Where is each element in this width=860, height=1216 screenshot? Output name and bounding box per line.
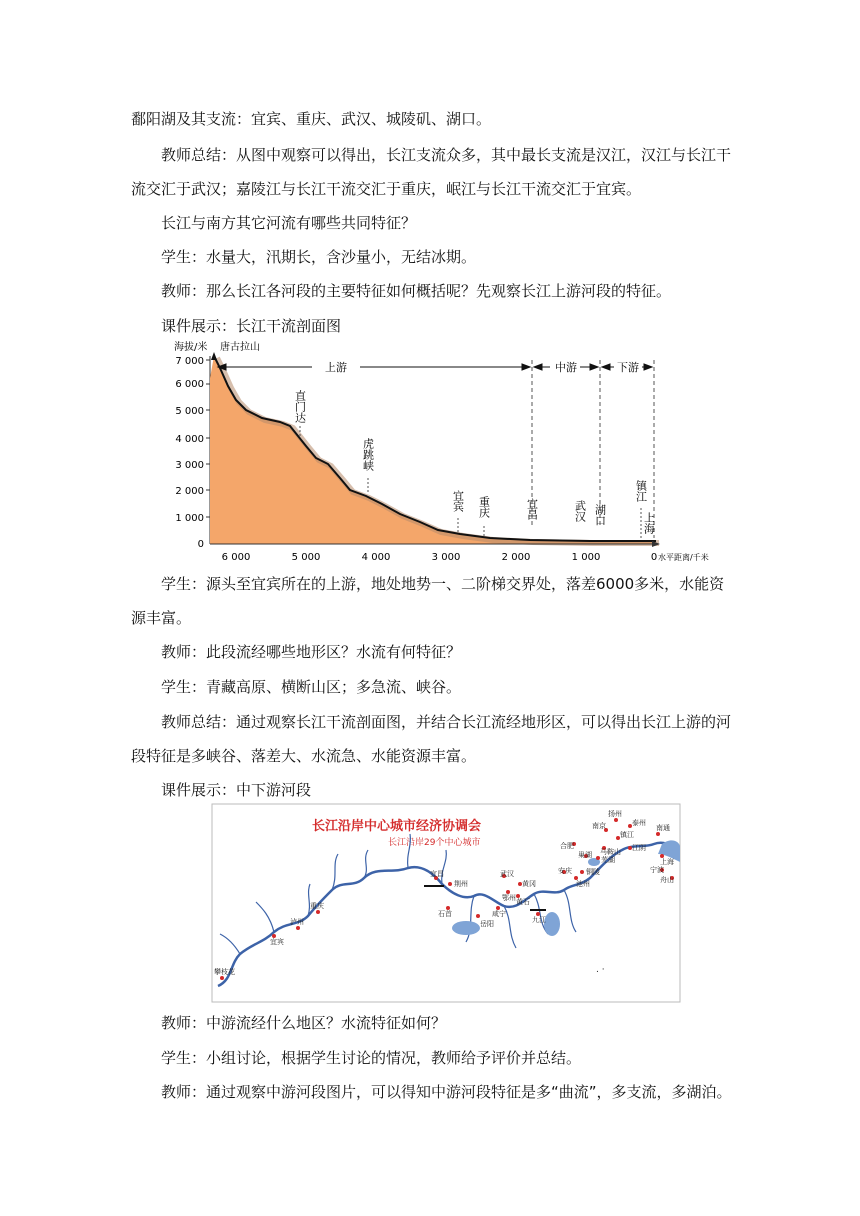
svg-text:泰州: 泰州 xyxy=(632,819,646,827)
y-tick: 3 000 xyxy=(175,460,204,471)
svg-text:鄂州: 鄂州 xyxy=(502,894,516,902)
place-label: 上海 xyxy=(642,512,656,534)
paragraph-9: 学生：青藏高原、横断山区；多急流、峡谷。 xyxy=(161,678,462,696)
map-title: 长江沿岸中心城市经济协调会 xyxy=(312,819,482,834)
yangtze-city-map xyxy=(212,804,680,1002)
yangtze-profile-figure xyxy=(170,338,709,566)
paragraph-3: 长江与南方其它河流有哪些共同特征？ xyxy=(161,214,417,232)
map-subtitle: 长江沿岸29个中心城市 xyxy=(388,838,481,848)
x-tick: 6 000 xyxy=(221,552,251,563)
city-wuhan xyxy=(500,869,514,878)
x-tick: 2 000 xyxy=(501,552,531,563)
paragraph-4: 学生：水量大，汛期长，含沙量小，无结冰期。 xyxy=(161,248,477,266)
svg-text:上海: 上海 xyxy=(660,858,674,866)
svg-text:岳阳: 岳阳 xyxy=(480,920,494,928)
place-label: 镇江 xyxy=(634,480,648,502)
paragraph-7: 学生：源头至宜宾所在的上游，地处地势一、二阶梯交界处，落差6000多米，水能资源丰富。 xyxy=(131,575,725,627)
y-tick: 7 000 xyxy=(175,356,204,367)
dongting-lake xyxy=(452,921,480,935)
paragraph-6: 课件展示：长江干流剖面图 xyxy=(161,317,342,335)
svg-text:黄石: 黄石 xyxy=(516,898,530,906)
place-label: 虎跳峡 xyxy=(361,438,375,471)
svg-text:扬州: 扬州 xyxy=(608,810,622,818)
svg-text:荆州: 荆州 xyxy=(454,880,468,888)
svg-text:宜宾: 宜宾 xyxy=(270,938,284,946)
svg-text:攀枝花: 攀枝花 xyxy=(214,968,235,976)
paragraph-10: 教师总结：通过观察长江干流剖面图，并结合长江流经地形区，可以得出长江上游的河段特征是多峡谷、落差大、水流急、水能资源丰富。 xyxy=(131,713,732,765)
x-tick: 3 000 xyxy=(431,552,461,563)
map-mark: . · xyxy=(596,965,605,975)
svg-text:镇江: 镇江 xyxy=(620,831,634,839)
paragraph-11: 课件展示：中下游河段 xyxy=(161,781,312,799)
section-lower: 下游 xyxy=(617,361,639,374)
svg-text:九江: 九江 xyxy=(532,916,546,924)
place-label: 宜宾 xyxy=(451,490,465,512)
svg-text:池州: 池州 xyxy=(576,880,590,888)
paragraph-1: 鄱阳湖及其支流：宜宾、重庆、武汉、城陵矶、湖口。 xyxy=(131,110,492,128)
city-zhoushan xyxy=(660,875,674,884)
paragraph-12: 教师：中游流经什么地区？水流特征如何？ xyxy=(161,1014,447,1032)
place-label: 湖口 xyxy=(593,504,607,526)
svg-text:南京: 南京 xyxy=(592,822,606,830)
y-tick: 1 000 xyxy=(175,513,204,524)
city-chaohu xyxy=(578,850,592,859)
svg-text:宁波: 宁波 xyxy=(650,866,664,874)
svg-text:咸宁: 咸宁 xyxy=(492,910,506,918)
svg-text:舟山: 舟山 xyxy=(660,876,674,884)
svg-text:马鞍山: 马鞍山 xyxy=(600,848,621,856)
city-ningbo xyxy=(650,865,664,874)
svg-text:合肥: 合肥 xyxy=(560,842,574,850)
svg-text:黄冈: 黄冈 xyxy=(522,880,536,888)
section-upper: 上游 xyxy=(325,361,347,374)
place-label: 宜昌 xyxy=(525,498,539,520)
profile-ylabel: 海拔/米 xyxy=(174,342,208,353)
paragraph-14: 教师：通过观察中游河段图片，可以得知中游河段特征是多“曲流”，多支流，多湖泊。 xyxy=(161,1083,732,1101)
y-tick: 2 000 xyxy=(175,486,204,497)
city-hefei xyxy=(560,841,576,850)
svg-text:宜昌: 宜昌 xyxy=(430,870,444,878)
y-tick: 6 000 xyxy=(175,379,204,390)
svg-text:石首: 石首 xyxy=(438,910,452,918)
svg-text:武汉: 武汉 xyxy=(500,870,514,878)
paragraph-2: 教师总结：从图中观察可以得出，长江支流众多，其中最长支流是汉江，汉江与长江干流交汇于武汉；嘉陵江与长江干流交汇于重庆，岷江与长江干流交汇于宜宾。 xyxy=(131,146,732,198)
svg-text:南通: 南通 xyxy=(656,824,670,832)
x-tick: 5 000 xyxy=(291,552,321,563)
source-peak-marker xyxy=(211,352,217,360)
y-tick: 5 000 xyxy=(175,406,204,417)
svg-text:安庆: 安庆 xyxy=(558,867,572,875)
poyang-lake xyxy=(544,912,560,936)
x-tick: 1 000 xyxy=(571,552,601,563)
profile-terrain xyxy=(210,356,656,544)
x-tick: 4 000 xyxy=(361,552,391,563)
svg-text:江阴: 江阴 xyxy=(632,844,646,852)
x-tick: 0 xyxy=(650,552,658,563)
city-maanshan xyxy=(600,846,621,856)
paragraph-8: 教师：此段流经哪些地形区？水流有何特征？ xyxy=(161,643,462,661)
section-middle: 中游 xyxy=(555,361,577,374)
y-tick: 0 xyxy=(197,539,204,550)
svg-text:铜陵: 铜陵 xyxy=(586,868,600,876)
profile-xlabel: 水平距离/千米 xyxy=(658,553,709,562)
svg-text:泸州: 泸州 xyxy=(290,918,304,926)
city-anqing xyxy=(558,866,572,875)
y-tick: 4 000 xyxy=(175,434,204,445)
profile-source-label: 唐古拉山 xyxy=(220,342,260,353)
paragraph-13: 学生：小组讨论，根据学生讨论的情况，教师给予评价并总结。 xyxy=(161,1049,582,1067)
svg-text:巢湖: 巢湖 xyxy=(578,851,592,859)
paragraph-5: 教师：那么长江各河段的主要特征如何概括呢？先观察长江上游河段的特征。 xyxy=(161,282,672,300)
svg-text:芜湖: 芜湖 xyxy=(601,856,615,864)
place-label: 武汉 xyxy=(573,500,587,522)
place-label: 重庆 xyxy=(477,496,491,518)
place-label: 直门达 xyxy=(293,390,307,423)
svg-text:重庆: 重庆 xyxy=(310,902,324,910)
